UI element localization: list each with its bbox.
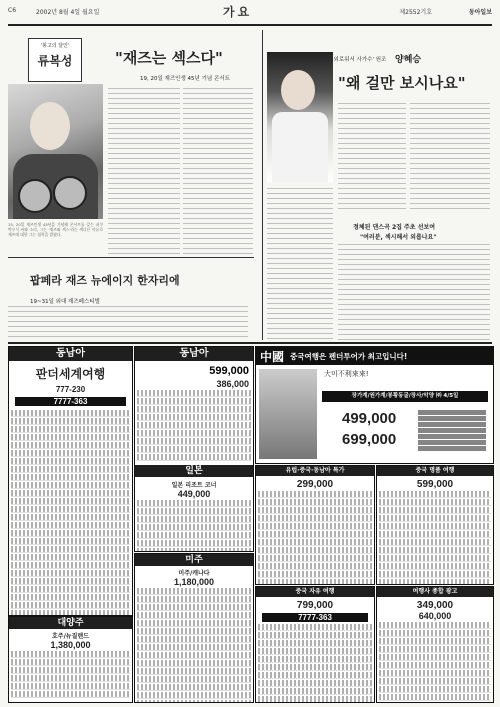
right-ad-4-price-2: 640,000 xyxy=(418,611,452,621)
right-ad-2-title: 중국 명품 여행 xyxy=(377,466,493,476)
article2-headline: "왜 걸만 보시나요" xyxy=(338,74,466,92)
china-ad xyxy=(255,346,494,464)
ad-band: 동남아 xyxy=(9,347,132,361)
ad-title: 판더세계여행 xyxy=(35,367,106,381)
china-ad-sub: 大미不利來來! xyxy=(324,370,369,378)
china-ad-title: 중국여행은 펜더투어가 최고입니다! xyxy=(290,351,408,361)
right-ad-3-phone: 7777-363 xyxy=(262,613,368,622)
oceania-band: 대양주 xyxy=(9,617,132,629)
article1-body-col2 xyxy=(183,88,253,258)
ad-divider xyxy=(8,342,492,344)
article2-photo xyxy=(267,52,333,182)
america-ad xyxy=(134,553,254,703)
china-ad-banner: 장가계/원가계/봉황동굴/장사/악양 ㈜ 4/5일 xyxy=(322,391,488,402)
article2-subhead2: "여러분, 섹시해서 외롭나요" xyxy=(360,234,437,241)
article3-body xyxy=(8,306,248,340)
article3-subhead: 19~31일 외대 재즈페스티벌 xyxy=(30,299,100,305)
ad-phone-2: 7777-363 xyxy=(15,397,126,406)
newspaper-name: 동아일보 xyxy=(468,9,492,16)
right-ad-4-title: 여행사 종합 광고 xyxy=(377,587,493,597)
right-ad-3-price: 799,000 xyxy=(296,600,334,611)
ad-band-japan: 일본 xyxy=(135,465,253,477)
section-title: 가요 xyxy=(223,5,253,19)
america-price: 1,180,000 xyxy=(173,577,215,587)
right-ad-4 xyxy=(376,586,494,703)
article1-subhead: 19, 20일 재즈인생 45년 기념 콘서트 xyxy=(140,76,230,82)
ad-phone: 777-230 xyxy=(55,385,86,394)
article2-tag: '외로워서 사가수' 원조 xyxy=(332,57,387,63)
article2-subhead1: 정체된 댄스곡 2집 주초 선보여 xyxy=(353,224,436,231)
article1-headline: "재즈는 섹스다" xyxy=(115,49,223,67)
china-logo: 中國 xyxy=(260,349,285,364)
divider xyxy=(8,257,254,258)
right-ad-1-title: 유럽·중국·동남아 특가 xyxy=(256,466,374,476)
photo-caption: 15, 20일 재즈인생 45년을 기념해 콘서트를 갖는 퍼쿠 박우석 씨와 소리, 그는 '재즈와 섹스'라는 색다른 비유로 재즈에 대한 그는 철학을 밝혔다. xyxy=(8,222,103,238)
article2-body-col4 xyxy=(267,188,333,340)
column-rule xyxy=(262,30,263,340)
china-price-2: 699,000 xyxy=(342,431,397,448)
right-ad-1-price: 299,000 xyxy=(296,479,334,490)
right-ad-1 xyxy=(255,465,375,585)
article1-body-col1 xyxy=(108,88,180,258)
page-header xyxy=(8,2,492,26)
travel-ad-middle xyxy=(134,346,254,552)
oceania-ad xyxy=(8,616,133,703)
america-band: 미주 xyxy=(135,554,253,566)
right-ad-2 xyxy=(376,465,494,585)
china-ad-header xyxy=(256,347,493,365)
caption-name: 류복성 xyxy=(37,54,73,68)
article2-name: 양혜승 xyxy=(395,55,422,65)
caption-box xyxy=(28,38,82,82)
page-number: C6 xyxy=(8,7,17,14)
china-price-1: 499,000 xyxy=(342,410,397,427)
china-ad-photo xyxy=(259,369,317,459)
ad-price-2: 386,000 xyxy=(216,379,249,389)
issue-number: 제2552기호 xyxy=(399,9,432,16)
right-ad-3-title: 중국 자유 여행 xyxy=(256,587,374,597)
ad2-price: 449,000 xyxy=(177,489,211,499)
ad-band: 동남아 xyxy=(135,347,253,361)
article3-headline: 팝페라 재즈 뉴에이지 한자리에 xyxy=(30,274,180,287)
oceania-title: 호주/뉴질랜드 xyxy=(52,633,89,640)
ad2-title: 일본 리조트 코너 xyxy=(171,482,217,489)
article1-photo xyxy=(8,84,103,219)
travel-ad-left xyxy=(8,346,133,616)
header-date: 2002년 8월 4일 월요일 xyxy=(36,9,100,16)
article2-body-col1 xyxy=(338,103,406,213)
right-ad-4-price: 349,000 xyxy=(416,600,454,611)
america-title: 미주/캐나다 xyxy=(178,570,210,577)
article2-body-col3 xyxy=(338,244,490,340)
ad-price: 599,000 xyxy=(209,365,249,377)
right-ad-2-price: 599,000 xyxy=(416,479,454,490)
oceania-price: 1,380,000 xyxy=(50,640,91,650)
right-ad-3 xyxy=(255,586,375,703)
article2-body-col2 xyxy=(410,103,490,213)
caption-title: '봉고의 달인' xyxy=(40,43,70,49)
